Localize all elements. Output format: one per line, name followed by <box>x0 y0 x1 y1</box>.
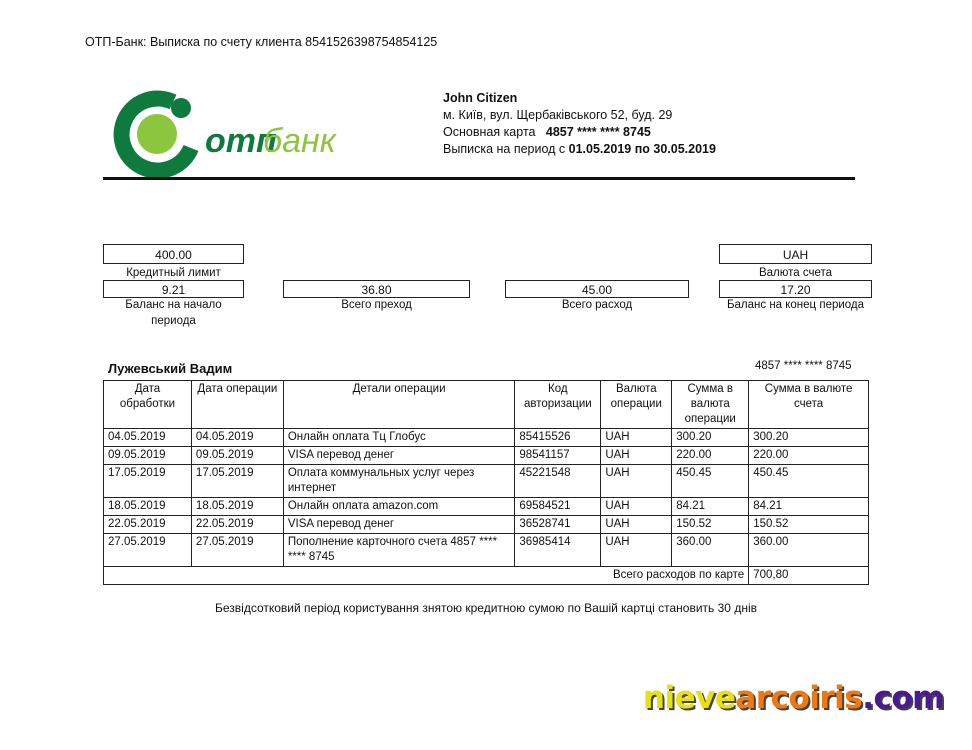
total-row <box>104 567 869 585</box>
total-in-label: Всего преход <box>341 299 412 311</box>
card-label: Основная карта <box>443 125 536 139</box>
column-header: Дата обработки <box>104 381 192 429</box>
table-cell: 27.05.2019 <box>104 534 192 567</box>
watermark <box>643 680 944 716</box>
total-value: 700,80 <box>749 567 869 585</box>
column-header: Валюта операции <box>601 381 672 429</box>
closing-balance-value: 17.20 <box>719 280 872 298</box>
svg-text:банк: банк <box>263 122 336 160</box>
transactions-table <box>103 380 869 585</box>
total-label: Всего расходов по карте <box>104 567 749 585</box>
table-row <box>104 447 869 465</box>
client-address: м. Київ, вул. Щербаківського 52, буд. 29 <box>443 108 673 122</box>
column-header: Сумма в валюта операции <box>672 381 749 429</box>
table-cell: 04.05.2019 <box>191 429 283 447</box>
column-header: Дата операции <box>191 381 283 429</box>
card-number: 4857 **** **** 8745 <box>545 125 651 139</box>
currency-value: UAH <box>719 244 872 264</box>
table-cell: 36985414 <box>515 534 601 567</box>
table-cell: Пополнение карточного счета 4857 **** **** 8745 <box>283 534 515 567</box>
table-cell: Онлайн оплата Тц Глобус <box>283 429 515 447</box>
table-cell: 220.00 <box>749 447 869 465</box>
credit-limit-label: Кредитный лимит <box>126 267 221 279</box>
table-cell: 04.05.2019 <box>104 429 192 447</box>
statement-header-title: ОТП-Банк: Выписка по счету клиента 8541526398754854125 <box>85 35 438 49</box>
table-row <box>104 516 869 534</box>
table-header-row <box>104 381 869 429</box>
table-row <box>104 429 869 447</box>
opening-balance-value: 9.21 <box>103 280 244 298</box>
watermark-part1: nieve <box>642 680 736 716</box>
period-to: 30.05.2019 <box>653 142 716 156</box>
opening-balance-label: Баланс на начало периода <box>125 299 222 327</box>
table-cell: 22.05.2019 <box>104 516 192 534</box>
table-row <box>104 465 869 498</box>
table-cell: 69584521 <box>515 498 601 516</box>
table-cell: 450.45 <box>749 465 869 498</box>
table-cell: 17.05.2019 <box>191 465 283 498</box>
watermark-part2: arcoiris <box>735 680 863 716</box>
watermark-part3: .com <box>862 680 944 716</box>
otp-bank-logo <box>113 90 353 180</box>
total-out-label: Всего расход <box>561 299 633 311</box>
table-cell: 300.20 <box>749 429 869 447</box>
column-header: Код авторизации <box>515 381 601 429</box>
table-cell: Онлайн оплата amazon.com <box>283 498 515 516</box>
table-cell: 150.52 <box>672 516 749 534</box>
table-cell: 45221548 <box>515 465 601 498</box>
table-cell: 300.20 <box>672 429 749 447</box>
card-line <box>443 124 716 141</box>
table-cell: UAH <box>601 516 672 534</box>
column-header: Детали операции <box>283 381 515 429</box>
table-cell: 18.05.2019 <box>104 498 192 516</box>
table-cell: 36528741 <box>515 516 601 534</box>
table-cell: UAH <box>601 447 672 465</box>
table-cell: UAH <box>601 534 672 567</box>
credit-limit-value: 400.00 <box>103 244 244 264</box>
period-label: Выписка на период с <box>443 142 566 156</box>
table-cell: 18.05.2019 <box>191 498 283 516</box>
total-in-value: 36.80 <box>283 280 470 298</box>
otp-logo-icon <box>113 90 353 180</box>
table-row <box>104 534 869 567</box>
table-row <box>104 498 869 516</box>
table-cell: 220.00 <box>672 447 749 465</box>
column-header: Сумма в валюте счета <box>749 381 869 429</box>
table-cell: 98541157 <box>515 447 601 465</box>
table-cell: 84.21 <box>672 498 749 516</box>
table-cell: 150.52 <box>749 516 869 534</box>
client-name: John Citizen <box>443 91 518 105</box>
table-cell: UAH <box>601 465 672 498</box>
table-cell: UAH <box>601 498 672 516</box>
table-cell: 450.45 <box>672 465 749 498</box>
table-cell: 84.21 <box>749 498 869 516</box>
table-cell: 22.05.2019 <box>191 516 283 534</box>
period-line <box>443 141 716 158</box>
header-divider <box>103 177 855 180</box>
closing-balance-label: Баланс на конец периода <box>726 299 865 311</box>
currency-label: Валюта счета <box>758 267 833 279</box>
account-card: 4857 **** **** 8745 <box>755 360 852 372</box>
table-cell: 85415526 <box>515 429 601 447</box>
total-out-value: 45.00 <box>505 280 689 298</box>
table-cell: VISA перевод денег <box>283 447 515 465</box>
table-cell: 27.05.2019 <box>191 534 283 567</box>
table-cell: Оплата коммунальных услуг через интернет <box>283 465 515 498</box>
table-cell: 360.00 <box>672 534 749 567</box>
table-cell: 360.00 <box>749 534 869 567</box>
table-cell: UAH <box>601 429 672 447</box>
svg-text:отп: отп <box>205 122 277 160</box>
table-cell: 09.05.2019 <box>191 447 283 465</box>
client-info <box>443 90 716 158</box>
period-from: 01.05.2019 <box>568 142 632 156</box>
grace-period-note: Безвідсотковий період користування знятою кредитною сумою по Вашій картці становить 30 днів <box>215 601 757 615</box>
table-cell: VISA перевод денег <box>283 516 515 534</box>
account-holder: Лужевський Вадим <box>108 361 233 376</box>
table-cell: 09.05.2019 <box>104 447 192 465</box>
table-cell: 17.05.2019 <box>104 465 192 498</box>
period-to-label: по <box>634 142 650 156</box>
